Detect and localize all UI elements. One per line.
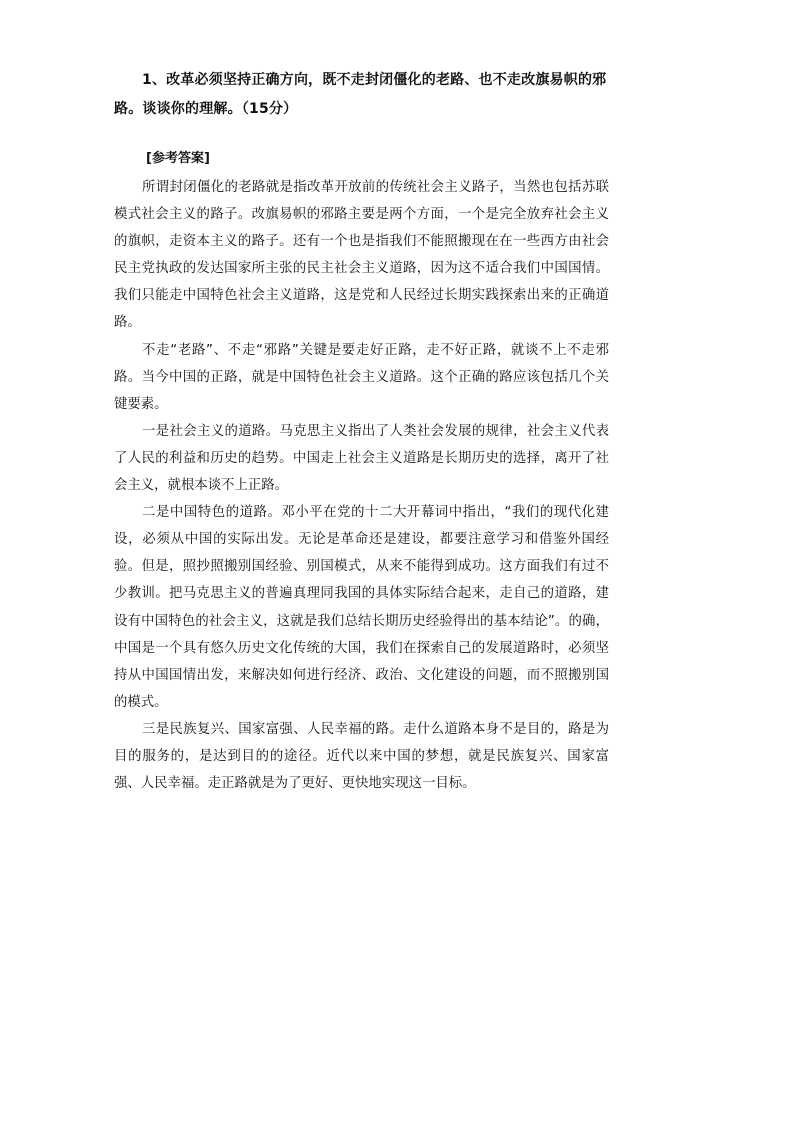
answer-paragraph-5: 三是民族复兴、国家富强、人民幸福的路。走什么道路本身不是目的，路是为目的服务的，是达到目的的途径。近代以来中国的梦想，就是民族复兴、国家富强、人民幸福。走正路就是为了更好、更快地实现这一目标。 (114, 721, 609, 792)
question-text: 1、改革必须坚持正确方向，既不走封闭僵化的老路、也不走改旗易帜的邪路。谈谈你的理解。（15分） (114, 72, 607, 117)
answer-paragraph-3: 一是社会主义的道路。马克思主义指出了人类社会发展的规律，社会主义代表了人民的利益和历史的趋势。中国走上社会主义道路是长期历史的选择，离开了社会主义，就根本谈不上正路。 (114, 423, 609, 494)
answer-paragraph-1: 所谓封闭僵化的老路就是指改革开放前的传统社会主义路子，当然也包括苏联模式社会主义的路子。改旗易帜的邪路主要是两个方面，一个是完全放弃社会主义的旗帜，走资本主义的路子。还有一个也是指我们不能照搬现在在一些西方由社会民主党执政的发达国家所主张的民主社会主义道路，因为这不适合我们中国国情。我们只能走中国特色社会主义道路，这是党和人民经过长期实践探索出来的正确道路。 (114, 180, 609, 331)
answer-paragraph-2: 不走“老路”、不走“邪路”关键是要走好正路，走不好正路，就谈不上不走邪路。当今中国的正路，就是中国特色社会主义道路。这个正确的路应该包括几个关键要素。 (114, 342, 609, 412)
answer-body (114, 174, 609, 797)
question-heading (114, 66, 614, 124)
answer-label: [参考答案] (146, 151, 210, 166)
answer-paragraph-4: 二是中国特色的道路。邓小平在党的十二大开幕词中指出，“我们的现代化建设，必须从中国的实际出发。无论是革命还是建设，都要注意学习和借鉴外国经验。但是，照抄照搬别国经验、别国模式，从来不能得到成功。这方面我们有过不少教训。把马克思主义的普遍真理同我国的具体实际结合起来，走自己的道路，建设有中国特色的社会主义，这就是我们总结长期历史经验得出的基本结论”。的确，中国是一个具有悠久历史文化传统的大国，我们在探索自己的发展道路时，必须坚持从中国国情出发，来解决如何进行经济、政治、文化建设的问题，而不照搬别国的模式。 (114, 505, 609, 710)
